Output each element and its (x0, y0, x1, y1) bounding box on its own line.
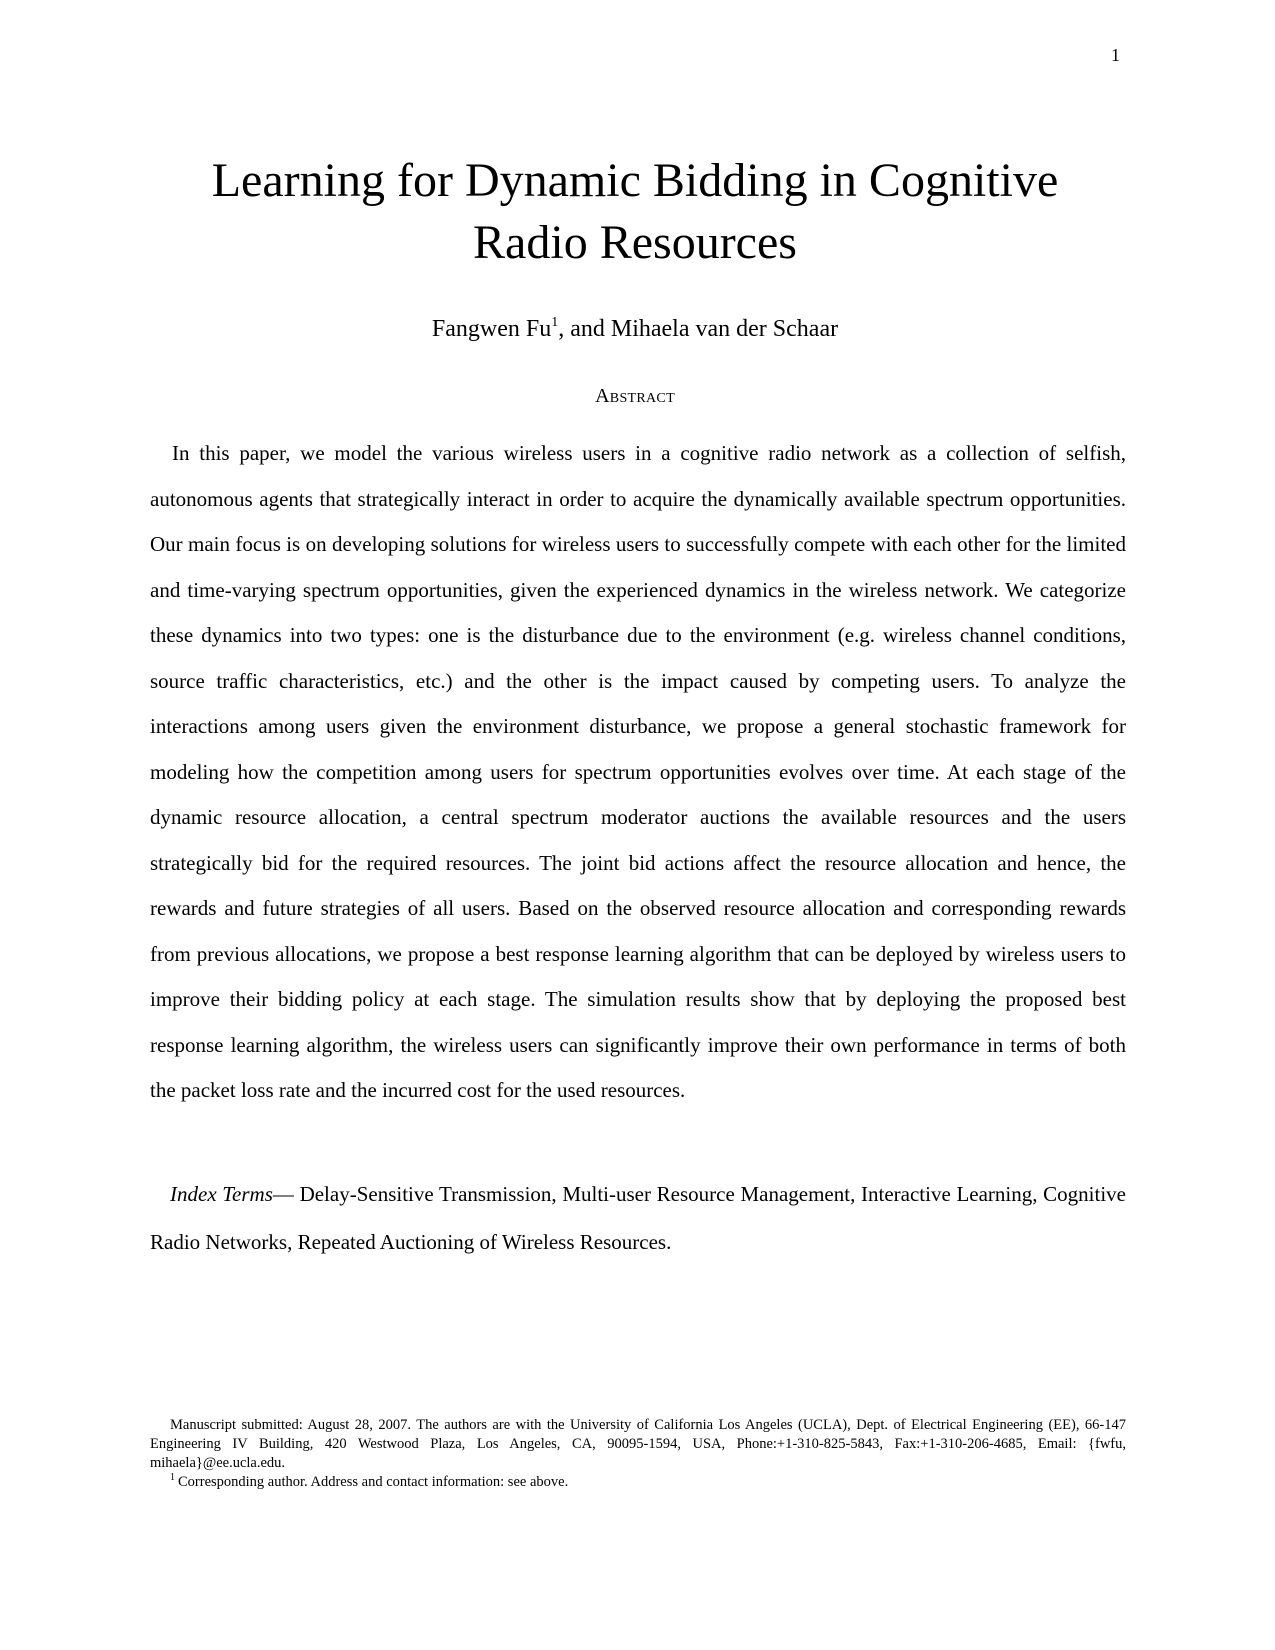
author-footnote-marker: 1 (551, 315, 559, 330)
paper-title-line-2: Radio Resources (473, 216, 797, 269)
author-rest: , and Mihaela van der Schaar (558, 316, 839, 342)
footnote-corresponding (150, 1473, 1126, 1492)
index-terms-separator: — (272, 1182, 300, 1206)
index-terms-label: Index Terms (170, 1182, 273, 1206)
index-terms-text: Delay-Sensitive Transmission, Multi-user Resource Management, Interactive Learning, Cognitive Radio Networks, Repeated Auctioning of Wireless Resources. (150, 1182, 1126, 1254)
footnote-marker: 1 (170, 1472, 175, 1483)
footnotes (150, 1416, 1126, 1492)
footnote-manuscript: Manuscript submitted: August 28, 2007. The authors are with the University of California Los Angeles (UCLA), Dept. of Electrical Engineering (EE), 66-147 Engineering IV Building, 420 Westwood Plaza, Los Angeles, CA, 90095-1594, USA, Phone:+1-310-825-5843, Fax:+1-310-206-4685, Email: {fwfu, mihaela}@ee.ucla.edu. (150, 1417, 1126, 1471)
paper-title (140, 150, 1130, 274)
index-terms (150, 1170, 1126, 1266)
paper-title-line-1: Learning for Dynamic Bidding in Cognitive (211, 154, 1059, 207)
author-first: Fangwen Fu (431, 316, 552, 342)
page-number: 1 (1111, 45, 1120, 65)
author-list (140, 314, 1130, 344)
abstract-text: In this paper, we model the various wireless users in a cognitive radio network as a collection of selfish, autonomous agents that strategically interact in order to acquire the dynamically available spectrum opportunities. Our main focus is on developing solutions for wireless users to successfully compete with each other for the limited and time-varying spectrum opportunities, given the experienced dynamics in the wireless network. We categorize these dynamics into two types: one is the disturbance due to the environment (e.g. wireless channel conditions, source traffic characteristics, etc.) and the other is the impact caused by competing users. To analyze the interactions among users given the environment disturbance, we propose a general stochastic framework for modeling how the competition among users for spectrum opportunities evolves over time. At each stage of the dynamic resource allocation, a central spectrum moderator auctions the available resources and the users strategically bid for the required resources. The joint bid actions affect the resource allocation and hence, the rewards and future strategies of all users. Based on the observed resource allocation and corresponding rewards from previous allocations, we propose a best response learning algorithm that can be deployed by wireless users to improve their bidding policy at each stage. The simulation results show that by deploying the proposed best response learning algorithm, the wireless users can significantly improve their own performance in terms of both the packet loss rate and the incurred cost for the used resources. (150, 441, 1126, 1102)
abstract-heading: Abstract (595, 385, 675, 407)
footnote-corresponding-text: Corresponding author. Address and contact information: see above. (178, 1474, 569, 1490)
